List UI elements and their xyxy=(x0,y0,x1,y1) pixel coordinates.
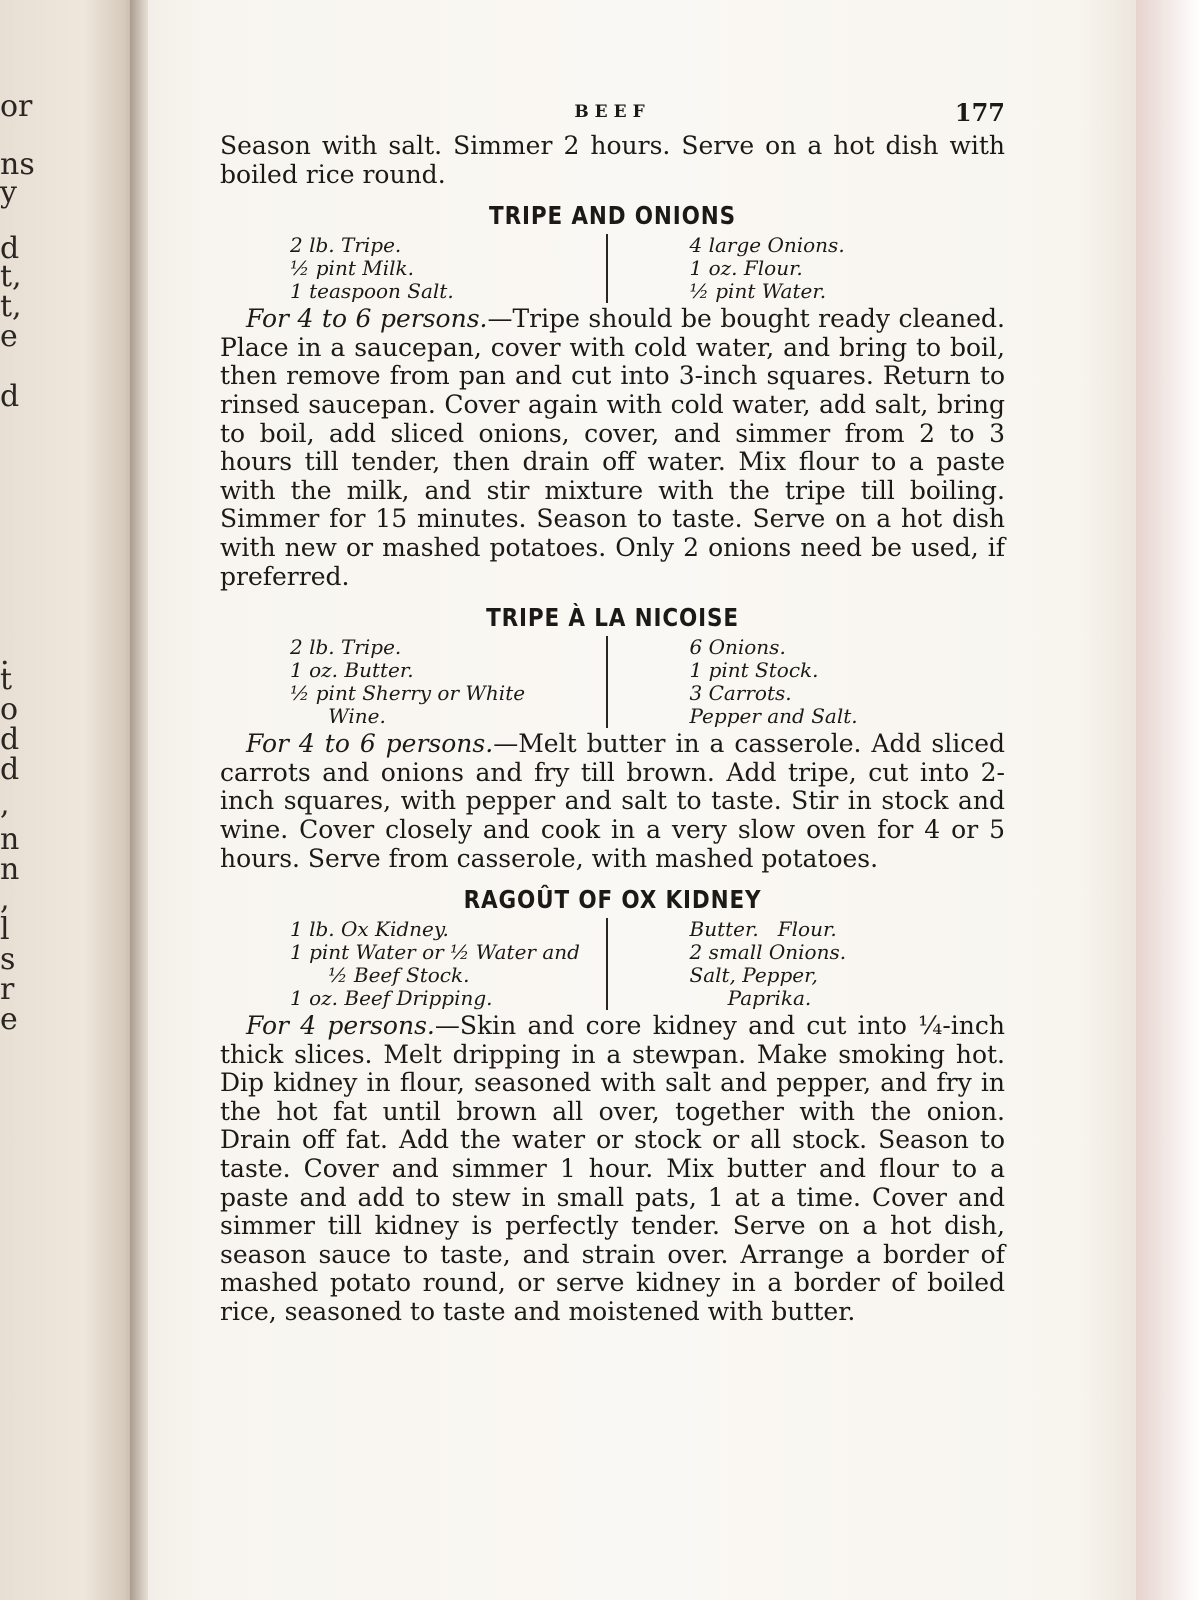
left-page-fragment: e xyxy=(0,1002,18,1037)
page-fore-edge xyxy=(1136,0,1200,1600)
ingredient-line: Pepper and Salt. xyxy=(689,704,858,729)
serves-label: For 4 to 6 persons. xyxy=(246,729,494,759)
ingredient-line: ½ pint Sherry or White xyxy=(290,681,526,706)
ingredient-line: 4 large Onions. xyxy=(689,233,845,258)
serves-label: For 4 to 6 persons. xyxy=(246,304,488,334)
ingredient-line: Wine. xyxy=(290,704,386,729)
left-page-fragment: e xyxy=(0,319,18,354)
recipe-ragout-of-ox-kidney xyxy=(220,885,1005,1327)
ingredient-line: Butter. Flour. xyxy=(689,917,837,942)
method-text: —Tripe should be bought ready cleaned. Place in a saucepan, cover with cold water, and bring to boil, then remove from pan and cut into 3-inch squares. Return to rinsed saucepan. Cover again with cold water, add salt, bring to boil, add sliced onions, cover, and simmer from 2 to 3 hours till tender, then drain off water. Mix flour to a paste with the milk, and stir mixture with the tripe till boiling. Simmer for 15 minutes. Season to taste. Serve on a hot dish with new or mashed potatoes. Only 2 onions need be used, if preferred. xyxy=(220,304,1006,591)
left-page-fragment: l xyxy=(0,912,10,947)
recipe-method xyxy=(220,730,1005,873)
running-head xyxy=(220,98,1005,132)
ingredient-line: 2 lb. Tripe. xyxy=(290,635,402,660)
ingredients-left-column xyxy=(220,918,608,1010)
ingredient-line: ½ pint Milk. xyxy=(290,256,414,281)
left-page-fragment: d xyxy=(0,752,20,787)
left-page-fragment: ns xyxy=(0,147,35,182)
serves-label: For 4 persons. xyxy=(246,1011,435,1041)
ingredient-line: 1 lb. Ox Kidney. xyxy=(290,917,449,942)
recipe-tripe-and-onions xyxy=(220,201,1005,591)
ingredient-line: 2 small Onions. xyxy=(689,940,847,965)
ingredient-line: 1 pint Stock. xyxy=(689,658,819,683)
ingredient-line: 1 teaspoon Salt. xyxy=(290,279,454,304)
ingredient-line: 1 oz. Beef Dripping. xyxy=(290,986,493,1011)
page-number: 177 xyxy=(954,98,1005,127)
left-page-fragment: , xyxy=(0,787,10,822)
ingredient-line: Paprika. xyxy=(689,986,812,1011)
method-text: —Skin and core kidney and cut into ¼-inch thick slices. Melt dripping in a stewpan. Make smoking hot. Dip kidney in flour, seasoned with salt and pepper, and fry in the hot fat until brown all over, together with the onion. Drain off fat. Add the water or stock or all stock. Season to taste. Cover and simmer 1 hour. Mix butter and flour to a paste and add to stew in small pats, 1 at a time. Cover and simmer till kidney is perfectly tender. Serve on a hot dish, season sauce to taste, and strain over. Arrange a border of mashed potato round, or serve kidney in a border of boiled rice, seasoned to taste and moistened with butter. xyxy=(220,1011,1005,1327)
ingredients-left-column xyxy=(220,234,608,303)
ingredients-list xyxy=(220,918,1005,1010)
recipe-method xyxy=(220,1012,1005,1327)
running-title: BEEF xyxy=(574,102,651,122)
ingredient-line: 3 Carrots. xyxy=(689,681,792,706)
ingredients-right-column xyxy=(608,636,1006,728)
left-page-fragment: s xyxy=(0,942,16,977)
left-page-fragment: n xyxy=(0,852,20,887)
ingredients-right-column xyxy=(608,918,1006,1010)
left-page-fragment: r xyxy=(0,972,15,1007)
ingredients-left-column xyxy=(220,636,608,728)
ingredients-right-column xyxy=(608,234,1006,303)
left-page-fragment: or xyxy=(0,89,33,124)
left-page-fragment: y xyxy=(0,175,17,210)
recipe-method xyxy=(220,305,1005,591)
left-page-fragment: t xyxy=(0,662,13,697)
left-page-fragment: . xyxy=(0,637,10,672)
continuation-text: Season with salt. Simmer 2 hours. Serve on a hot dish with boiled rice round. xyxy=(220,131,1005,189)
page-text-block xyxy=(220,98,1005,1327)
left-page-fragment: d xyxy=(0,379,20,414)
left-page-fragment: , xyxy=(0,882,10,917)
left-page-fragment: d xyxy=(0,231,20,266)
ingredient-line: 1 oz. Flour. xyxy=(689,256,803,281)
left-page-fragment: t, xyxy=(0,259,22,294)
ingredient-line: ½ Beef Stock. xyxy=(290,963,470,988)
recipe-title: RAGOÛT OF OX KIDNEY xyxy=(463,885,762,915)
recipe-tripe-a-la-nicoise xyxy=(220,603,1005,873)
ingredient-line: 1 oz. Butter. xyxy=(290,658,414,683)
ingredient-line: Salt, Pepper, xyxy=(689,963,818,988)
left-page-fragment: o xyxy=(0,692,19,727)
ingredients-list xyxy=(220,234,1005,303)
ingredient-line: ½ pint Water. xyxy=(689,279,827,304)
ingredient-line: 1 pint Water or ½ Water and xyxy=(290,940,580,965)
left-page-fragment: n xyxy=(0,822,20,857)
recipe-title: TRIPE AND ONIONS xyxy=(489,201,736,231)
left-page-fragment: t, xyxy=(0,289,22,324)
ingredients-list xyxy=(220,636,1005,728)
ingredient-line: 2 lb. Tripe. xyxy=(290,233,402,258)
recipe-title: TRIPE À LA NICOISE xyxy=(486,603,739,633)
method-text: —Melt butter in a casserole. Add sliced carrots and onions and fry till brown. Add tripe, cut into 2-inch squares, with pepper and salt to taste. Stir in stock and wine. Cover closely and cook in a very slow oven for 4 or 5 hours. Serve from casserole, with mashed potatoes. xyxy=(220,729,1006,873)
left-page-edge xyxy=(0,0,140,1600)
ingredient-line: 6 Onions. xyxy=(689,635,786,660)
left-page-fragment: d xyxy=(0,722,20,757)
